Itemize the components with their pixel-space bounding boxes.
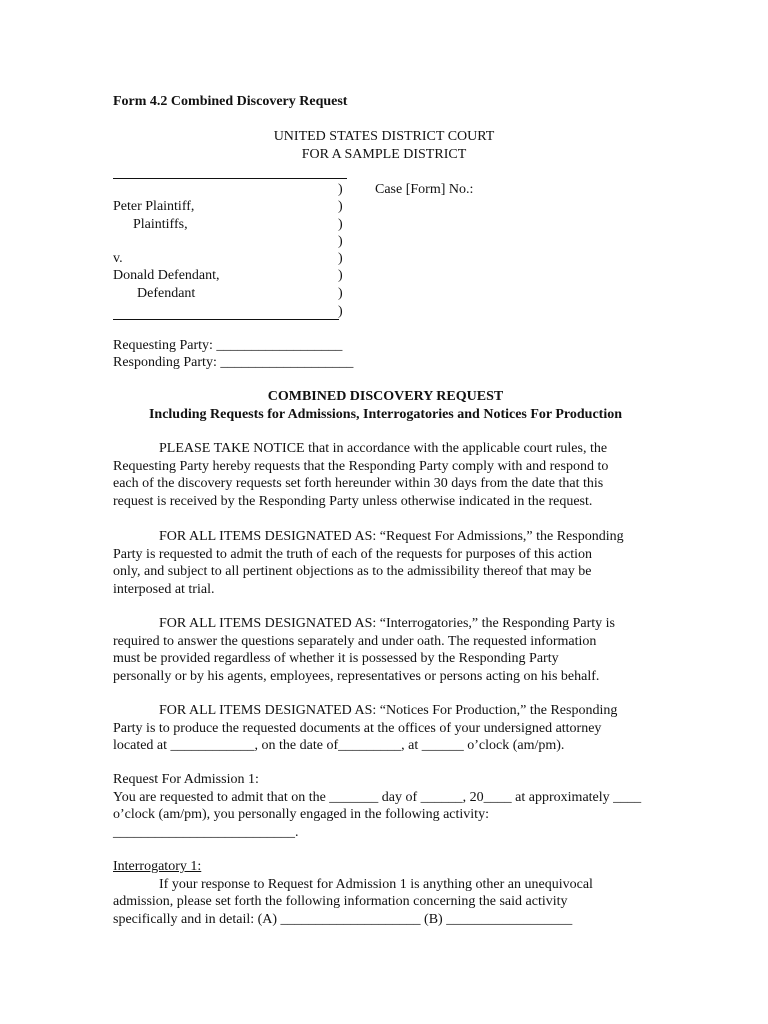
interrogatory-1-heading: Interrogatory 1: — [113, 859, 202, 874]
paragraph-line: __________________________. — [113, 824, 299, 840]
paragraph-line: must be provided regardless of whether it is possessed by the Responding Party — [113, 651, 559, 666]
paragraph-line: located at ____________, on the date of_________, at ______ o’clock (am/pm). — [113, 738, 565, 753]
caption-paren: ) — [338, 217, 343, 232]
plaintiff-name: Peter Plaintiff, — [113, 199, 195, 214]
paragraph-line: FOR ALL ITEMS DESIGNATED AS: “Request For Admissions,” the Responding — [159, 529, 624, 544]
paragraph-line: specifically and in detail: (A) ____________________ (B) __________________ — [113, 911, 573, 927]
plaintiff-role: Plaintiffs, — [133, 217, 188, 232]
paragraph-line: PLEASE TAKE NOTICE that in accordance with the applicable court rules, the — [159, 441, 608, 456]
document-subheading: Including Requests for Admissions, Interrogatories and Notices For Production — [148, 407, 623, 422]
form-title: Form 4.2 Combined Discovery Request — [113, 94, 348, 109]
paragraph-line: admission, please set forth the following information concerning the said activity — [113, 894, 568, 909]
case-number-label: Case [Form] No.: — [375, 182, 474, 197]
caption-paren: ) — [338, 182, 343, 197]
caption-paren: ) — [338, 304, 343, 319]
paragraph-line: FOR ALL ITEMS DESIGNATED AS: “Interrogatories,” the Responding Party is — [159, 616, 615, 631]
paragraph-line: If your response to Request for Admission 1 is anything other an unequivocal — [159, 876, 593, 892]
caption-paren: ) — [338, 268, 343, 283]
court-district: FOR A SAMPLE DISTRICT — [301, 147, 467, 162]
versus: v. — [113, 251, 123, 266]
admission-1-heading: Request For Admission 1: — [113, 772, 259, 787]
defendant-role: Defendant — [137, 286, 196, 301]
paragraph-line: Requesting Party hereby requests that the Responding Party comply with and respond to — [113, 458, 609, 474]
paragraph-line: required to answer the questions separately and under oath. The requested information — [113, 633, 597, 649]
paragraph-line: personally or by his agents, employees, representatives or persons acting on his behalf. — [113, 668, 600, 684]
document-heading: COMBINED DISCOVERY REQUEST — [267, 389, 504, 404]
paragraph-line: You are requested to admit that on the _______ day of ______, 20____ at approximately ____ — [113, 789, 642, 805]
caption-paren: ) — [338, 234, 343, 249]
interrogatories-paragraph — [113, 615, 658, 685]
caption-paren: ) — [338, 286, 343, 301]
paragraph-line: request is received by the Responding Party unless otherwise indicated in the request. — [113, 493, 593, 509]
admission-1-block — [113, 771, 658, 841]
responding-party: Responding Party: ___________________ — [113, 355, 354, 370]
caption-top-rule — [113, 178, 347, 179]
court-name: UNITED STATES DISTRICT COURT — [273, 129, 495, 144]
paragraph-line: only, and subject to all pertinent objections as to the admissibility thereof that may be — [113, 564, 592, 579]
caption-bottom-rule — [113, 319, 339, 320]
paragraph-line: each of the discovery requests set forth hereunder within 30 days from the date that this — [113, 476, 604, 491]
paragraph-line: Party is requested to admit the truth of each of the requests for purposes of this action — [113, 546, 592, 562]
paragraph-line: Party is to produce the requested documents at the offices of your undersigned attorney — [113, 720, 602, 736]
admissions-paragraph — [113, 528, 658, 598]
defendant-name: Donald Defendant, — [113, 268, 220, 283]
paragraph-line: o’clock (am/pm), you personally engaged in the following activity: — [113, 807, 489, 822]
caption-paren: ) — [338, 199, 343, 214]
production-paragraph — [113, 702, 658, 755]
interrogatory-1-block — [113, 858, 658, 928]
paragraph-line: interposed at trial. — [113, 581, 215, 597]
caption-paren: ) — [338, 251, 343, 266]
notice-paragraph — [113, 440, 658, 510]
requesting-party: Requesting Party: __________________ — [113, 338, 343, 353]
paragraph-line: FOR ALL ITEMS DESIGNATED AS: “Notices For Production,” the Responding — [159, 703, 618, 718]
